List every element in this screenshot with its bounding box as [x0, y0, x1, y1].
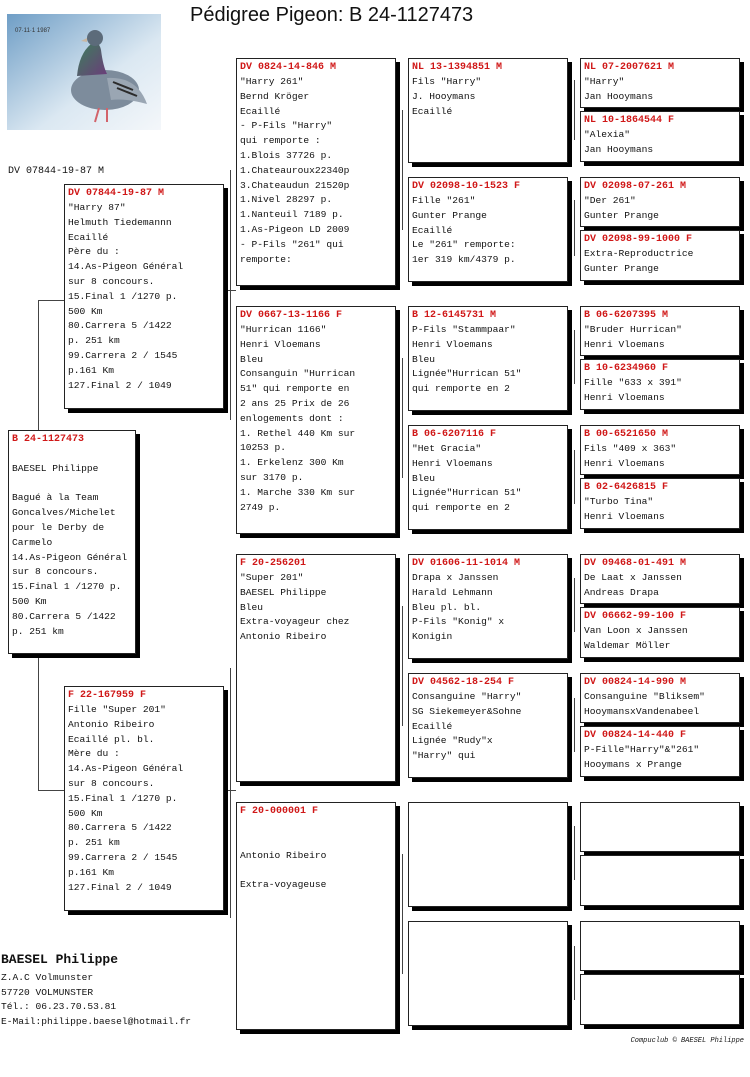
- pedigree-line: Le "261" remporte:: [412, 239, 516, 251]
- tree-connector: [38, 654, 39, 790]
- pedigree-line: 15.Final 1 /1270 p.: [12, 581, 122, 593]
- pigeon-card-gen5: [580, 726, 740, 777]
- pigeon-card-gen5: [580, 230, 740, 281]
- footer-credit: Compuclub © BAESEL Philippe: [630, 1037, 744, 1045]
- tree-connector: [574, 450, 575, 504]
- pigeon-card-gen5: [580, 359, 740, 410]
- ring-number: [412, 924, 564, 937]
- pigeon-card-gen4: [408, 554, 568, 659]
- pedigree-line: Extra-voyageuse: [240, 879, 327, 891]
- pedigree-line: "Het Gracia": [412, 443, 482, 454]
- pigeon-card-gen5: [580, 607, 740, 658]
- tree-connector: [230, 170, 231, 420]
- pedigree-line: p. 251 km: [68, 335, 120, 347]
- pigeon-card-gen5: [580, 58, 740, 108]
- pedigree-line: Extra-voyageur chez: [240, 616, 350, 628]
- tree-connector: [38, 790, 64, 791]
- ring-number: B 02-6426815 F: [584, 482, 669, 493]
- pedigree-line: P-Fille"Harry"&"261": [584, 744, 700, 755]
- pedigree-line: HooymansxVandenabeel: [584, 705, 700, 717]
- ring-number: DV 02098-99-1000 F: [584, 234, 693, 245]
- pedigree-line: "Harry" qui: [412, 750, 476, 762]
- pigeon-card-gen4: [408, 802, 568, 907]
- pedigree-line: Bleu: [240, 353, 264, 365]
- pedigree-line: De Laat x Janssen: [584, 572, 682, 583]
- pedigree-line: p. 251 km: [68, 837, 120, 849]
- pigeon-card-gen4: [408, 921, 568, 1026]
- pigeon-card-gen5: [580, 306, 740, 356]
- tree-connector: [574, 946, 575, 1000]
- pigeon-card-gen4: [408, 177, 568, 282]
- pedigree-line: - P-Fils "Harry": [240, 120, 333, 132]
- ring-number: F 20-000001 F: [240, 806, 319, 817]
- pedigree-line: Lignée"Hurrican 51": [412, 487, 522, 499]
- pedigree-line: Henri Vloemans: [584, 457, 665, 469]
- ring-number: [584, 924, 736, 937]
- pedigree-line: "Bruder Hurrican": [584, 324, 682, 335]
- pedigree-line: Bleu pl. bl.: [412, 601, 482, 613]
- ring-number: DV 0667-13-1166 F: [240, 310, 343, 321]
- ring-number: [584, 977, 736, 990]
- tree-connector: [38, 300, 39, 430]
- pedigree-line: 14.As-Pigeon Général: [68, 261, 184, 273]
- ring-number: DV 09468-01-491 M: [584, 558, 687, 569]
- tree-connector: [230, 668, 231, 918]
- ring-number: DV 06662-99-100 F: [584, 611, 687, 622]
- pedigree-line: 500 Km: [12, 595, 47, 607]
- ring-number: DV 00824-14-440 F: [584, 730, 687, 741]
- ring-number: [584, 858, 736, 871]
- pigeon-card-gen5: [580, 855, 740, 906]
- pedigree-line: Henri Vloemans: [584, 510, 665, 522]
- ring-number: B 24-1127473: [12, 434, 85, 445]
- pedigree-line: 2749 p.: [240, 501, 281, 513]
- pedigree-line: P-Fils "Konig" x: [412, 616, 505, 628]
- pedigree-line: 1.Nanteuil 7189 p.: [240, 209, 344, 221]
- pedigree-line: Waldemar Möller: [584, 639, 671, 651]
- ring-number: NL 07-2007621 M: [584, 62, 675, 73]
- ring-number: DV 01606-11-1014 M: [412, 558, 521, 569]
- pigeon-card-gen4: [408, 58, 568, 163]
- pedigree-line: 1.As-Pigeon LD 2009: [240, 223, 350, 235]
- pedigree-line: Henri Vloemans: [584, 391, 665, 403]
- pedigree-line: Henri Vloemans: [412, 338, 493, 350]
- pedigree-line: Consanguin "Hurrican: [240, 368, 356, 380]
- pedigree-line: Lignée "Rudy"x: [412, 735, 493, 747]
- pedigree-line: 80.Carrera 5 /1422: [68, 822, 172, 834]
- pedigree-line: [12, 477, 132, 492]
- ring-number: DV 04562-18-254 F: [412, 677, 515, 688]
- pigeon-card-gen5: [580, 177, 740, 227]
- pedigree-line: Gunter Prange: [584, 262, 659, 274]
- tree-connector: [224, 790, 236, 791]
- pigeon-photo: [7, 14, 161, 130]
- pedigree-line: Jan Hooymans: [584, 143, 654, 155]
- pigeon-card-gen5: [580, 425, 740, 475]
- pigeon-card-gen4: [408, 306, 568, 411]
- pedigree-line: 15.Final 1 /1270 p.: [68, 792, 178, 804]
- tree-connector: [574, 698, 575, 752]
- pedigree-line: 99.Carrera 2 / 1545: [68, 851, 178, 863]
- ring-number: NL 10-1864544 F: [584, 115, 675, 126]
- sire-reference: DV 07844-19-87 M: [8, 166, 105, 177]
- pedigree-line: Van Loon x Janssen: [584, 625, 688, 636]
- pedigree-line: 500 Km: [68, 807, 103, 819]
- ring-number: F 22-167959 F: [68, 690, 147, 701]
- pedigree-line: Bleu: [412, 353, 436, 365]
- pedigree-line: Goncalves/Michelet: [12, 507, 116, 519]
- pigeon-card-gen3: [236, 306, 396, 534]
- ring-number: [412, 805, 564, 818]
- ring-number: B 10-6234960 F: [584, 363, 669, 374]
- pedigree-line: pour le Derby de: [12, 521, 105, 533]
- owner-email: E-Mail:philippe.baesel@hotmail.fr: [1, 1015, 191, 1027]
- pedigree-line: [240, 863, 392, 878]
- owner-line: 57720 VOLMUNSTER: [1, 986, 94, 998]
- tree-connector: [224, 290, 236, 291]
- tree-connector: [574, 826, 575, 880]
- ring-number: B 06-6207395 M: [584, 310, 669, 321]
- pedigree-line: Fille "261": [412, 195, 476, 206]
- pedigree-line: "Harry 261": [240, 76, 304, 87]
- owner-block: [1, 952, 191, 1029]
- pedigree-line: Fils "409 x 363": [584, 443, 677, 454]
- pigeon-card-gen5: [580, 554, 740, 604]
- pedigree-line: 15.Final 1 /1270 p.: [68, 290, 178, 302]
- pedigree-line: Bernd Kröger: [240, 90, 310, 102]
- pedigree-line: P-Fils "Stammpaar": [412, 324, 516, 335]
- pedigree-line: 2 ans 25 Prix de 26: [240, 397, 350, 409]
- pedigree-line: Jan Hooymans: [584, 90, 654, 102]
- pedigree-line: qui remporte :: [240, 135, 321, 147]
- pedigree-line: Consanguine "Bliksem": [584, 691, 705, 702]
- owner-line: Z.A.C Volmunster: [1, 972, 94, 983]
- pedigree-line: 1er 319 km/4379 p.: [412, 254, 516, 266]
- ring-number: B 12-6145731 M: [412, 310, 497, 321]
- pedigree-line: Bleu: [412, 472, 436, 484]
- pedigree-line: Fille "633 x 391": [584, 377, 682, 388]
- ring-number: B 06-6207116 F: [412, 429, 497, 440]
- pedigree-line: sur 8 concours.: [68, 777, 155, 789]
- pedigree-line: - P-Fils "261" qui: [240, 238, 344, 250]
- photo-label: 07·11·1 1987: [15, 28, 51, 34]
- pedigree-line: Henri Vloemans: [412, 457, 493, 469]
- pedigree-line: sur 8 concours.: [12, 566, 99, 578]
- pedigree-line: p. 251 km: [12, 625, 64, 637]
- pedigree-line: Andreas Drapa: [584, 586, 659, 598]
- pedigree-line: BAESEL Philippe: [12, 462, 99, 474]
- owner-name: BAESEL Philippe: [1, 952, 119, 967]
- pedigree-line: qui remporte en 2: [412, 383, 510, 395]
- pedigree-line: 1.Blois 37726 p.: [240, 149, 333, 161]
- pedigree-line: 80.Carrera 5 /1422: [68, 320, 172, 332]
- pedigree-line: Antonio Ribeiro: [240, 631, 327, 643]
- ring-number: DV 0824-14-846 M: [240, 62, 337, 73]
- pedigree-line: "Alexia": [584, 129, 631, 140]
- pedigree-line: Consanguine "Harry": [412, 691, 522, 702]
- pedigree-line: Fille "Super 201": [68, 704, 166, 715]
- ring-number: [584, 805, 736, 818]
- pedigree-line: 1.Chateauroux22340p: [240, 164, 350, 176]
- pigeon-card-gen5: [580, 802, 740, 852]
- pedigree-line: Ecaillé pl. bl.: [68, 733, 155, 745]
- ring-number: DV 02098-10-1523 F: [412, 181, 521, 192]
- pedigree-line: 127.Final 2 / 1049: [68, 379, 172, 391]
- pedigree-line: Ecaillé: [412, 720, 453, 732]
- tree-connector: [38, 300, 64, 301]
- pigeon-card-gen3: [236, 802, 396, 1030]
- pedigree-line: Drapa x Janssen: [412, 572, 499, 583]
- tree-connector: [402, 358, 403, 478]
- pedigree-line: 3.Chateaudun 21520p: [240, 179, 350, 191]
- pedigree-line: Bagué à la Team: [12, 492, 99, 504]
- pedigree-line: 1. Rethel 440 Km sur: [240, 427, 356, 439]
- pedigree-line: Henri Vloemans: [240, 338, 321, 350]
- pigeon-card-gen5: [580, 673, 740, 723]
- pedigree-line: 10253 p.: [240, 442, 287, 454]
- pedigree-line: "Harry 87": [68, 202, 126, 213]
- page-title: Pédigree Pigeon: B 24-1127473: [190, 4, 474, 26]
- pedigree-line: 14.As-Pigeon Général: [12, 551, 128, 563]
- pedigree-line: BAESEL Philippe: [240, 586, 327, 598]
- pedigree-line: Bleu: [240, 601, 264, 613]
- pedigree-line: p.161 Km: [68, 866, 115, 878]
- pedigree-line: 99.Carrera 2 / 1545: [68, 349, 178, 361]
- pedigree-line: Ecaillé: [68, 231, 109, 243]
- ring-number: NL 13-1394851 M: [412, 62, 503, 73]
- tree-connector: [574, 200, 575, 256]
- pedigree-line: [240, 834, 392, 849]
- ring-number: DV 00824-14-990 M: [584, 677, 687, 688]
- ring-number: B 00-6521650 M: [584, 429, 669, 440]
- pigeon-card-gen4: [408, 425, 568, 530]
- pedigree-line: "Turbo Tina": [584, 496, 654, 507]
- pedigree-line: "Hurrican 1166": [240, 324, 327, 335]
- pedigree-line: enlogements dont :: [240, 412, 344, 424]
- pedigree-line: Hooymans x Prange: [584, 758, 682, 770]
- pedigree-line: Lignée"Hurrican 51": [412, 368, 522, 380]
- pedigree-line: Fils "Harry": [412, 76, 482, 87]
- pigeon-card-gen3: [236, 58, 396, 286]
- pedigree-line: 80.Carrera 5 /1422: [12, 610, 116, 622]
- pedigree-line: 1. Marche 330 Km sur: [240, 486, 356, 498]
- pedigree-line: Carmelo: [12, 536, 53, 548]
- pedigree-line: 1. Erkelenz 300 Km: [240, 457, 344, 469]
- tree-connector: [574, 578, 575, 632]
- pedigree-line: 14.As-Pigeon Général: [68, 763, 184, 775]
- pigeon-card-gen5: [580, 974, 740, 1025]
- tree-connector: [402, 854, 403, 974]
- pedigree-line: remporte:: [240, 253, 292, 265]
- pedigree-line: Gunter Prange: [412, 209, 487, 221]
- pigeon-card-gen5: [580, 921, 740, 971]
- pedigree-line: Mère du :: [68, 748, 120, 760]
- ring-number: DV 02098-07-261 M: [584, 181, 687, 192]
- tree-connector: [402, 110, 403, 230]
- pedigree-line: Konigin: [412, 631, 453, 643]
- pigeon-card-subject: [8, 430, 136, 654]
- pedigree-line: SG Siekemeyer&Sohne: [412, 705, 522, 717]
- pedigree-line: [12, 447, 132, 462]
- pedigree-line: "Der 261": [584, 195, 636, 206]
- pigeon-card-gen5: [580, 478, 740, 529]
- pedigree-line: Helmuth Tiedemannn: [68, 216, 172, 228]
- pedigree-line: Ecaillé: [412, 224, 453, 236]
- pedigree-line: p.161 Km: [68, 364, 115, 376]
- pedigree-line: sur 8 concours.: [68, 275, 155, 287]
- pedigree-line: Henri Vloemans: [584, 338, 665, 350]
- pedigree-line: "Super 201": [240, 572, 304, 583]
- pigeon-card-sire: [64, 184, 224, 409]
- pedigree-line: Antonio Ribeiro: [68, 718, 155, 730]
- pedigree-line: Harald Lehmann: [412, 586, 493, 598]
- tree-connector: [402, 606, 403, 726]
- tree-connector: [574, 330, 575, 384]
- ring-number: F 20-256201: [240, 558, 307, 569]
- tree-connector: [574, 80, 575, 140]
- pedigree-line: 1.Nivel 28297 p.: [240, 194, 333, 206]
- ring-number: DV 07844-19-87 M: [68, 188, 165, 199]
- pedigree-line: qui remporte en 2: [412, 502, 510, 514]
- pedigree-line: Gunter Prange: [584, 209, 659, 221]
- pigeon-card-gen3: [236, 554, 396, 782]
- pedigree-line: Antonio Ribeiro: [240, 849, 327, 861]
- pedigree-line: [240, 819, 392, 834]
- pigeon-card-gen4: [408, 673, 568, 778]
- pedigree-line: "Harry": [584, 76, 625, 87]
- pigeon-card-gen5: [580, 111, 740, 162]
- pedigree-line: sur 3170 p.: [240, 471, 304, 483]
- pedigree-line: 500 Km: [68, 305, 103, 317]
- pedigree-line: Père du :: [68, 246, 120, 258]
- pigeon-card-dam: [64, 686, 224, 911]
- owner-line: Tél.: 06.23.70.53.81: [1, 1001, 117, 1012]
- pedigree-line: Ecaillé: [412, 105, 453, 117]
- pedigree-line: 51" qui remporte en: [240, 383, 350, 395]
- pedigree-line: J. Hooymans: [412, 90, 476, 102]
- pedigree-line: Extra-Reproductrice: [584, 248, 694, 259]
- pedigree-line: 127.Final 2 / 1049: [68, 881, 172, 893]
- pedigree-line: Ecaillé: [240, 105, 281, 117]
